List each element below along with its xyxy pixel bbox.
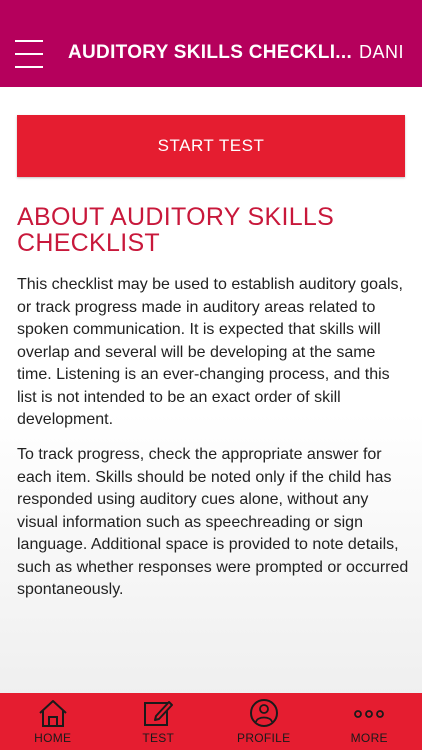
page-title: AUDITORY SKILLS CHECKLI... (68, 42, 353, 63)
home-icon (36, 697, 70, 729)
profile-icon (247, 697, 281, 729)
about-heading: ABOUT AUDITORY SKILLS CHECKLIST (17, 203, 335, 257)
more-icon (352, 697, 386, 729)
tab-profile[interactable] (211, 693, 317, 750)
about-paragraph-1: This checklist may be used to establish auditory goals, or track progress made in auditory areas related to spoken communication. It is expected that skills will overlap and several will be developing at the same time. Listening is an ever-changing process, and this list is not intended to be an exact order of skill development. (17, 276, 403, 428)
app-header (0, 0, 422, 87)
edit-icon (141, 697, 175, 729)
tab-more-label: MORE (350, 731, 388, 745)
tab-home[interactable] (0, 693, 106, 750)
start-test-button[interactable]: START TEST (17, 115, 405, 177)
hamburger-menu-icon[interactable] (15, 40, 43, 68)
tab-test-label: TEST (142, 731, 175, 745)
tab-home-label: HOME (34, 731, 72, 745)
tab-more[interactable] (317, 693, 422, 750)
about-paragraph-2: To track progress, check the appropriate answer for each item. Skills should be noted only if the child has responded using auditory cues alone, without any visual information such as speechreading or sign language. Additional space is provided to note details, such as whether responses were prompted or occurred spontaneously. (17, 446, 409, 598)
tab-profile-label: PROFILE (237, 731, 291, 745)
tab-test[interactable] (106, 693, 212, 750)
bottom-tab-bar (0, 693, 422, 750)
user-name[interactable]: DANI (358, 42, 404, 62)
